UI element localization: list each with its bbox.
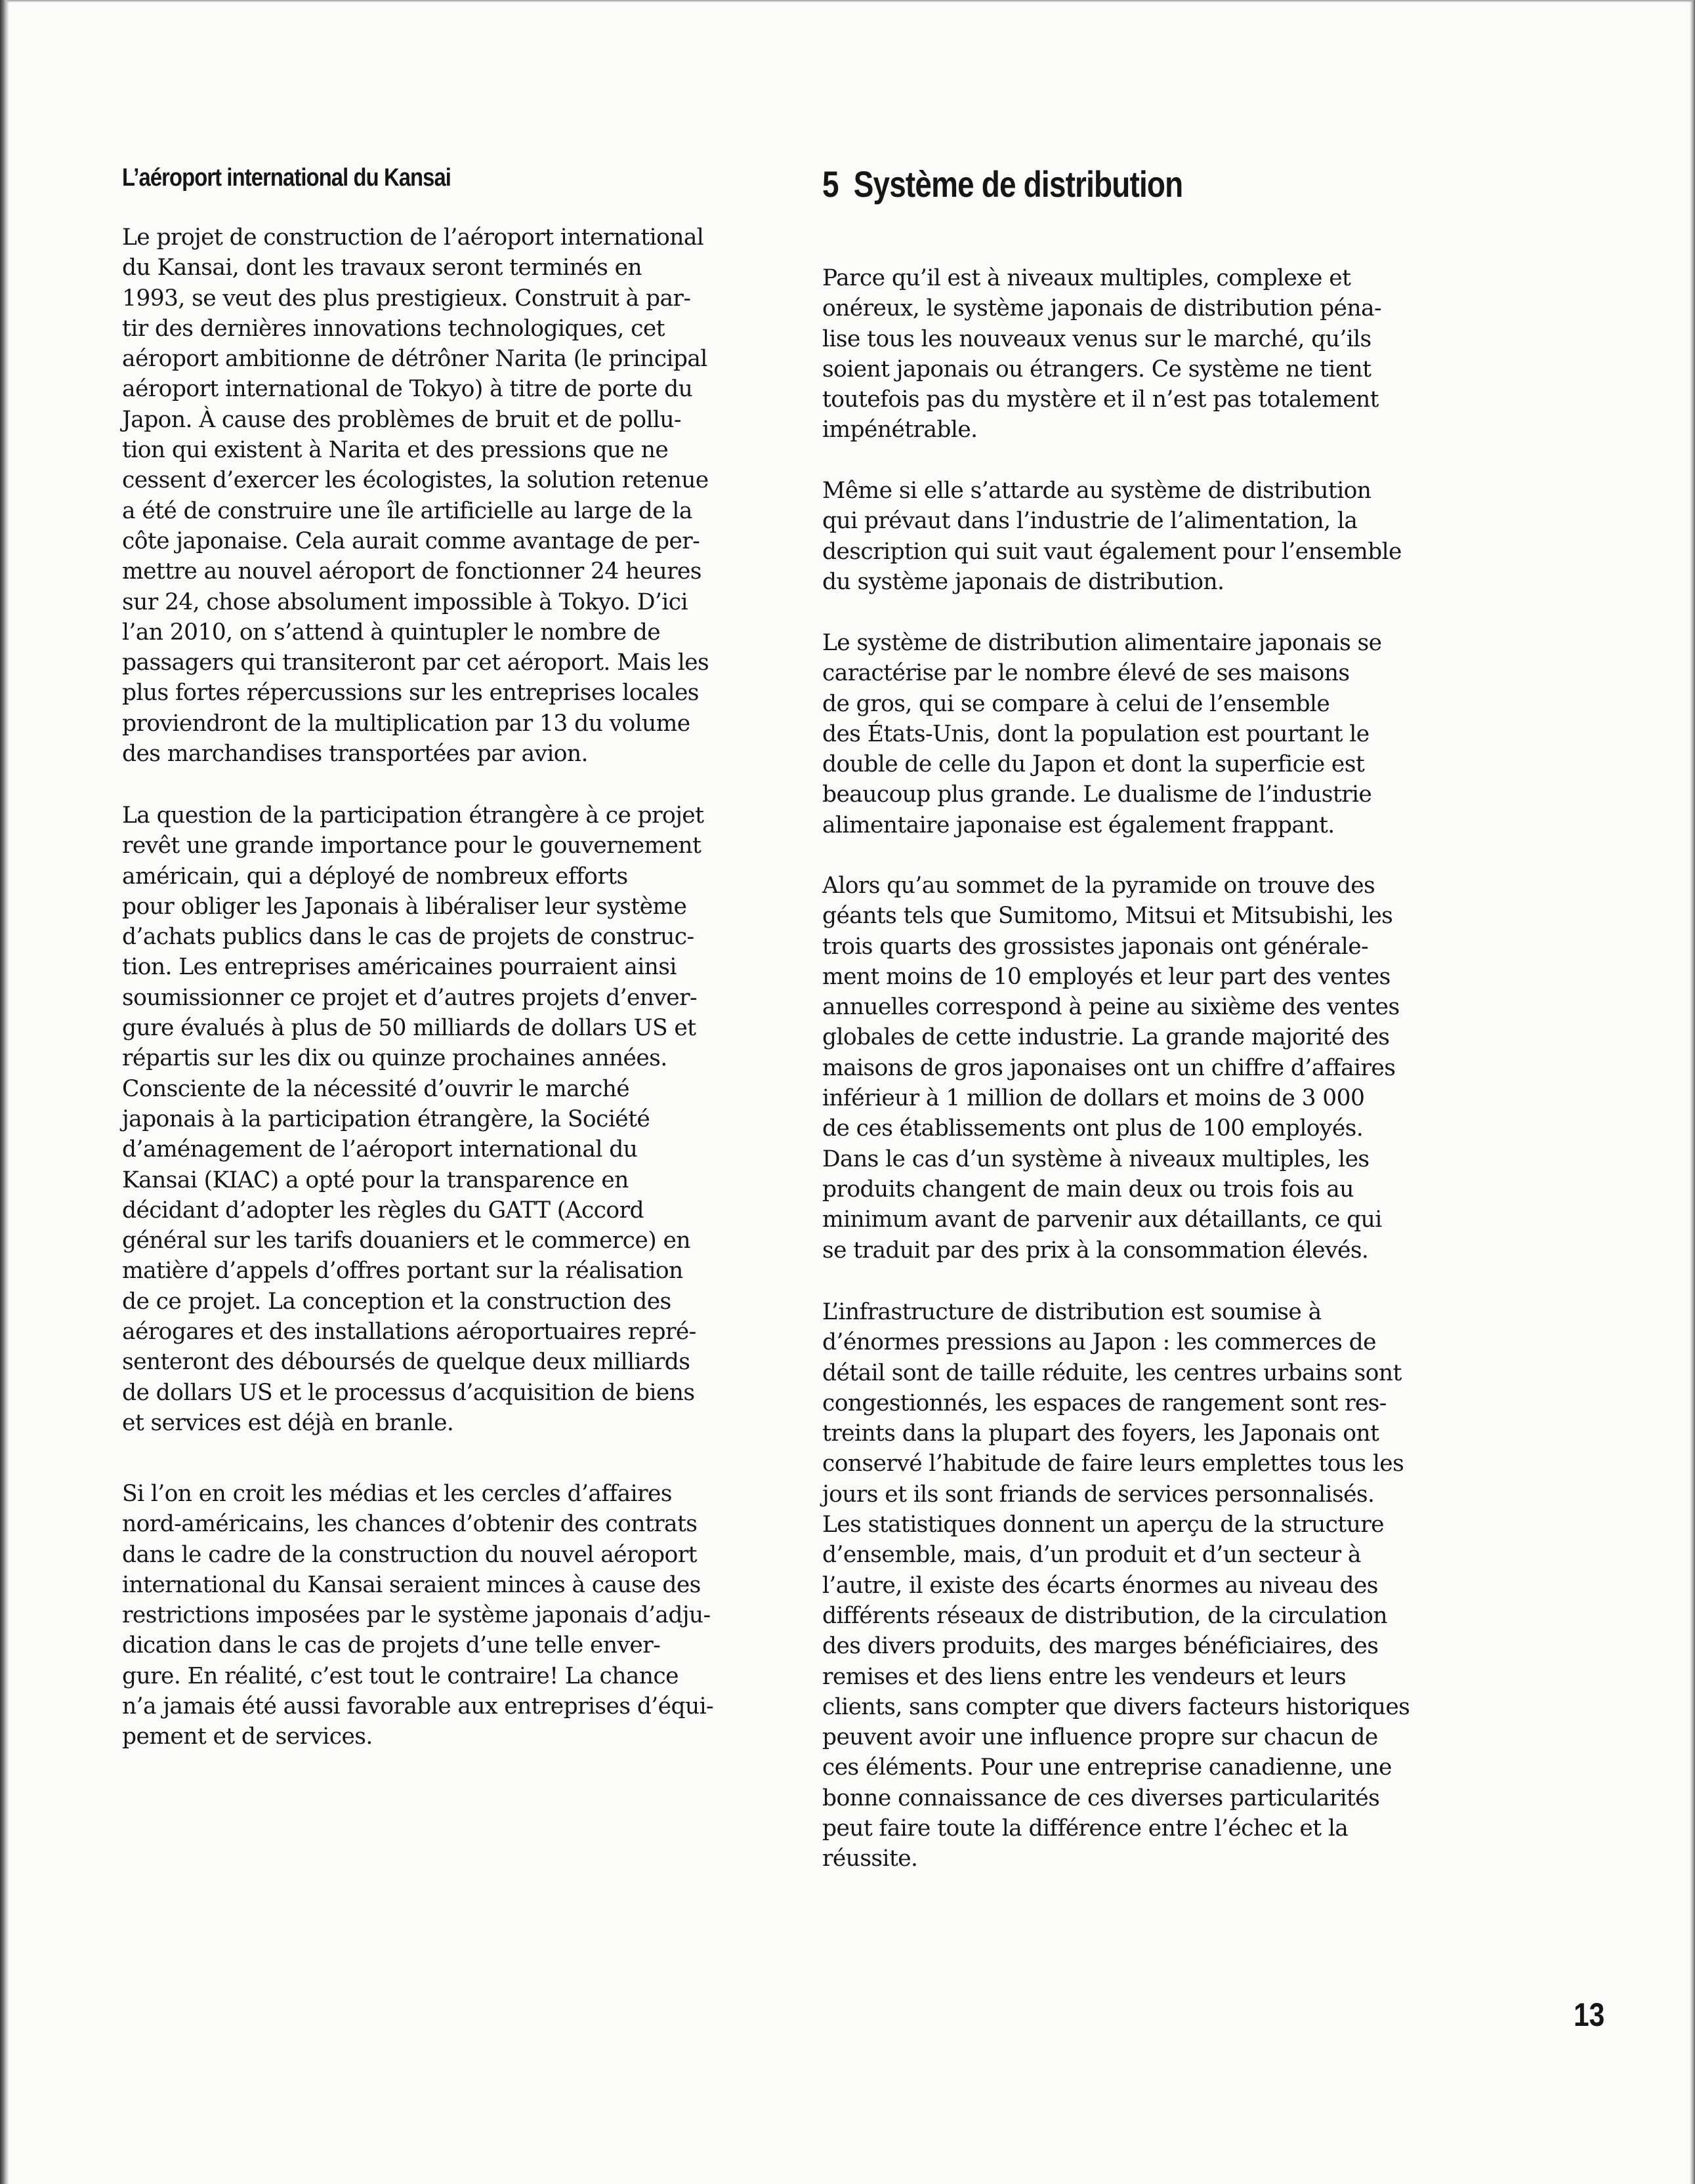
kansai-paragraph-2: La question de la participation étrangère à ce projet revêt une grande importance pour le gouvernement américain, qui a déployé de nombreux efforts pour obliger les Japonais à libéraliser leur système d’achats publics dans le cas de projets de construc- tion. Les entreprises américaines pourraient ainsi soumissionner ce projet et d’autres projets d’enver- gure évalués à plus de 50 milliards de dollars US et répartis sur les dix ou quinze prochaines années. Consciente de la nécessité d’ouvrir le marché japonais à la participation étrangère, la Société d’aménagement de l’aéroport international du Kansai (KIAC) a opté pour la transparence en décidant d’adopter les règles du GATT (Accord général sur les tarifs douaniers et le commerce) en matière d’appels d’offres portant sur la réalisation de ce projet. La conception et la construction des aérogares et des installations aéroportuaires repré- senteront des déboursés de quelque deux milliards de dollars US et le processus d’acquisition de biens et services est déjà en branle.	[122, 802, 704, 1436]
page-number: 13	[1574, 1996, 1605, 2033]
distribution-paragraph-5: L’infrastructure de distribution est soumise à d’énormes pressions au Japon : les commerces de détail sont de taille réduite, les centres urbains sont congestionnés, les espaces de rangement sont res- treints dans la plupart des foyers, les Japonais ont conservé l’habitude de faire leurs emplettes tous les jours et ils sont friands de services personnalisés. Les statistiques donnent un aperçu de la structure d’ensemble, mais, d’un produit et d’un secteur à l’autre, il existe des écarts énormes au niveau des différents réseaux de distribution, de la circulation des divers produits, des marges bénéficiaires, des remises et des liens entre les vendeurs et leurs clients, sans compter que divers facteurs historiques peuvent avoir une influence propre sur chacun de ces éléments. Pour une entreprise canadienne, une bonne connaissance de ces diverses particularités peut faire toute la différence entre l’échec et la réussite.	[822, 1299, 1410, 1872]
section-number: 5	[822, 163, 839, 205]
section-heading	[822, 163, 1182, 205]
scan-edge-top	[0, 0, 1695, 3]
scan-edge-left	[0, 0, 9, 2184]
distribution-paragraph-3: Le système de distribution alimentaire japonais se caractérise par le nombre élevé de ses maisons de gros, qui se compare à celui de l’ensemble des États-Unis, dont la population est pourtant le double de celle du Japon et dont la superficie est beaucoup plus grande. Le dualisme de l’industrie alimentaire japonaise est également frappant.	[822, 630, 1382, 838]
distribution-paragraph-2: Même si elle s’attarde au système de distribution qui prévaut dans l’industrie de l’alimentation, la description qui suit vaut également pour l’ensemble du système japonais de distribution.	[822, 478, 1402, 595]
kansai-paragraph-1: Le projet de construction de l’aéroport international du Kansai, dont les travaux seront terminés en 1993, se veut des plus prestigieux. Construit à par- tir des dernières innovations technologiques, cet aéroport ambitionne de détrôner Narita (le principal aéroport international de Tokyo) à titre de porte du Japon. À cause des problèmes de bruit et de pollu- tion qui existent à Narita et des pressions que ne cessent d’exercer les écologistes, la solution retenue a été de construire une île artificielle au large de la côte japonaise. Cela aurait comme avantage de per- mettre au nouvel aéroport de fonctionner 24 heures sur 24, chose absolument impossible à Tokyo. D’ici l’an 2010, on s’attend à quintupler le nombre de passagers qui transiteront par cet aéroport. Mais les plus fortes répercussions sur les entreprises locales proviendront de la multiplication par 13 du volume des marchandises transportées par avion.	[122, 224, 709, 768]
kansai-paragraph-3: Si l’on en croit les médias et les cercles d’affaires nord-américains, les chances d’obtenir des contrats dans le cadre de la construction du nouvel aéroport international du Kansai seraient minces à cause des restrictions imposées par le système japonais d’adju- dication dans le cas de projets d’une telle enver- gure. En réalité, c’est tout le contraire! La chance n’a jamais été aussi favorable aux entreprises d’équi- pement et de services.	[122, 1481, 714, 1750]
distribution-paragraph-1: Parce qu’il est à niveaux multiples, complexe et onéreux, le système japonais de distribution péna- lise tous les nouveaux venus sur le marché, qu’ils soient japonais ou étrangers. Ce système ne tient toutefois pas du mystère et il n’est pas totalement impénétrable.	[822, 265, 1382, 443]
distribution-paragraph-4: Alors qu’au sommet de la pyramide on trouve des géants tels que Sumitomo, Mitsui et Mitsubishi, les trois quarts des grossistes japonais ont générale- ment moins de 10 employés et leur part des ventes annuelles correspond à peine au sixième des ventes globales de cette industrie. La grande majorité des maisons de gros japonaises ont un chiffre d’affaires inférieur à 1 million de dollars et moins de 3 000 de ces établissements ont plus de 100 employés. Dans le cas d’un système à niveaux multiples, les produits changent de main deux ou trois fois au minimum avant de parvenir aux détaillants, ce qui se traduit par des prix à la consommation élevés.	[822, 873, 1400, 1264]
section-title: Système de distribution	[853, 163, 1183, 205]
kansai-airport-heading: L’aéroport international du Kansai	[122, 164, 451, 192]
scan-edge-right	[1690, 0, 1695, 2184]
